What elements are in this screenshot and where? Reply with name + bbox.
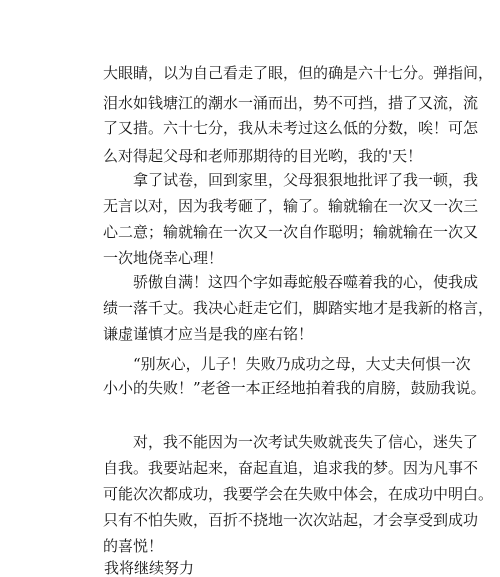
text-line: 心二意；输就输在一次又一次自作聪明；输就输在一次又	[103, 223, 479, 241]
text-line: “别灰心，儿子！失败乃成功之母，大丈夫何惧一次	[133, 355, 471, 373]
text-line: 泪水如钱塘江的潮水一涌而出，势不可挡，措了又流，流	[103, 94, 479, 112]
text-line: 无言以对，因为我考砸了，输了。输就输在一次又一次三	[103, 197, 479, 215]
text-line: 自我。我要站起来，奋起直追，追求我的梦。因为凡事不	[103, 459, 479, 477]
text-line: 拿了试卷，回到家里，父母狠狠地批评了我一顿，我	[133, 171, 479, 189]
text-line: 只有不怕失败，百折不挠地一次次站起，才会享受到成功	[103, 511, 479, 529]
text-line: 骄傲自满！这四个字如毒蛇般吞噬着我的心，使我成	[133, 273, 479, 291]
text-line: 小小的失败！”老爸一本正经地拍着我的肩膀，鼓励我说。	[103, 379, 486, 397]
text-line: 大眼睛，以为自己看走了眼，但的确是六十七分。弹指间，	[103, 64, 494, 82]
cut-off-line	[104, 559, 222, 577]
cut-off-text: 我将继续努力	[104, 559, 195, 577]
text-line: 对，我不能因为一次考试失败就丧失了信心，迷失了	[133, 433, 479, 451]
text-line: 可能次次都成功，我要学会在失败中体会，在成功中明白。	[103, 485, 494, 503]
text-line: 一次地侥幸心理！	[103, 249, 224, 267]
text-line: 的喜悦！	[103, 537, 164, 555]
text-line: 么对得起父母和老师那期待的目光哟，我的'天！	[103, 147, 423, 165]
text-line: 绩一落千丈。我决心赶走它们，脚踏实地才是我新的格言，	[103, 299, 494, 317]
text-line: 了又措。六十七分，我从未考过这么低的分数，唉！可怎	[103, 119, 479, 137]
text-line: 谦虚谨慎才应当是我的座右铭！	[103, 325, 314, 343]
